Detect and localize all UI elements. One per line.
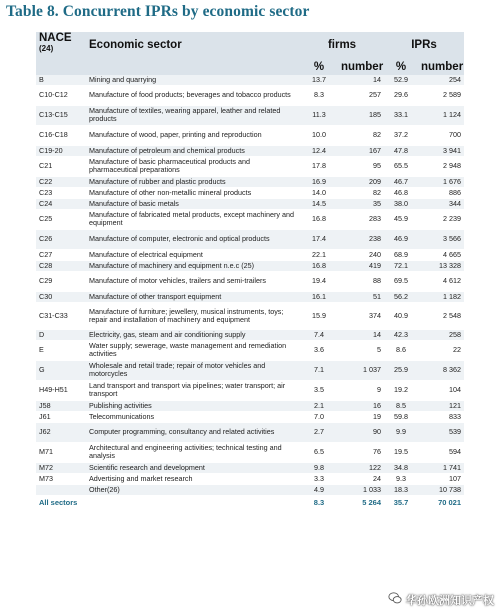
row-firms-number: 16 [338, 400, 384, 411]
row-iprs-pct: 33.1 [384, 105, 418, 125]
row-firms-pct: 3.6 [300, 340, 338, 360]
row-sector: Manufacture of other transport equipment [86, 291, 300, 302]
row-iprs-pct: 9.3 [384, 473, 418, 484]
row-sector: Telecommunications [86, 411, 300, 422]
table-row [36, 462, 464, 473]
row-sector: Scientific research and development [86, 462, 300, 473]
row-code: C22 [36, 176, 86, 187]
row-code: C25 [36, 209, 86, 229]
row-iprs-number: 254 [418, 75, 464, 86]
row-firms-pct: 8.3 [300, 85, 338, 105]
row-iprs-pct: 45.9 [384, 209, 418, 229]
table-row [36, 187, 464, 198]
row-iprs-pct: 8.6 [384, 340, 418, 360]
row-sector: Other(26) [86, 484, 300, 495]
row-sector: Electricity, gas, steam and air conditioning supply [86, 329, 300, 340]
row-sector: Manufacture of electrical equipment [86, 249, 300, 260]
table-row [36, 75, 464, 86]
watermark [388, 591, 494, 608]
table-row [36, 380, 464, 400]
row-firms-number: 82 [338, 187, 384, 198]
table-row [36, 85, 464, 105]
row-iprs-number: 539 [418, 422, 464, 442]
table-row [36, 473, 464, 484]
row-sector: Advertising and market research [86, 473, 300, 484]
row-code [36, 484, 86, 495]
row-code: C10-C12 [36, 85, 86, 105]
row-sector: Manufacture of wood, paper, printing and reproduction [86, 125, 300, 145]
row-iprs-pct: 40.9 [384, 302, 418, 329]
row-sector: Land transport and transport via pipelines; water transport; air transport [86, 380, 300, 400]
row-iprs-number: 22 [418, 340, 464, 360]
row-iprs-number: 833 [418, 411, 464, 422]
row-firms-pct: 9.8 [300, 462, 338, 473]
row-code: C28 [36, 260, 86, 271]
table-row [36, 176, 464, 187]
row-sector: Water supply; sewerage, waste management and remediation activities [86, 340, 300, 360]
row-code: B [36, 75, 86, 86]
row-sector: Manufacture of other non-metallic mineral products [86, 187, 300, 198]
row-iprs-pct: 38.0 [384, 198, 418, 209]
row-iprs-number: 8 362 [418, 360, 464, 380]
header-nace: NACE $^{(24)}$ [36, 32, 86, 59]
table-row [36, 340, 464, 360]
row-firms-pct: 19.4 [300, 271, 338, 291]
row-firms-pct: 7.4 [300, 329, 338, 340]
row-sector: Manufacture of basic metals [86, 198, 300, 209]
row-sector: Manufacture of motor vehicles, trailers and semi-trailers [86, 271, 300, 291]
total-iprs-number: 70 021 [418, 495, 464, 509]
row-code: C16-C18 [36, 125, 86, 145]
table-row [36, 302, 464, 329]
row-firms-number: 51 [338, 291, 384, 302]
row-iprs-pct: 29.6 [384, 85, 418, 105]
row-firms-pct: 16.9 [300, 176, 338, 187]
row-iprs-number: 2 548 [418, 302, 464, 329]
total-firms-pct: 8.3 [300, 495, 338, 509]
table-row [36, 329, 464, 340]
row-firms-pct: 22.1 [300, 249, 338, 260]
header-row-groups [36, 32, 464, 59]
table-row [36, 484, 464, 495]
row-code: J62 [36, 422, 86, 442]
row-iprs-pct: 42.3 [384, 329, 418, 340]
row-firms-pct: 14.0 [300, 187, 338, 198]
row-iprs-pct: 47.8 [384, 145, 418, 156]
row-code: C23 [36, 187, 86, 198]
row-firms-number: 14 [338, 75, 384, 86]
row-firms-number: 185 [338, 105, 384, 125]
table-row [36, 145, 464, 156]
row-iprs-number: 104 [418, 380, 464, 400]
row-code: M71 [36, 442, 86, 462]
row-iprs-pct: 37.2 [384, 125, 418, 145]
table-body [36, 75, 464, 496]
row-iprs-pct: 8.5 [384, 400, 418, 411]
row-firms-number: 9 [338, 380, 384, 400]
row-code: C30 [36, 291, 86, 302]
ipr-sector-table [36, 32, 464, 509]
total-label: All sectors [36, 495, 300, 509]
row-iprs-number: 1 676 [418, 176, 464, 187]
row-firms-number: 1 037 [338, 360, 384, 380]
table-row [36, 291, 464, 302]
row-iprs-pct: 9.9 [384, 422, 418, 442]
row-iprs-pct: 46.8 [384, 187, 418, 198]
row-code: M73 [36, 473, 86, 484]
row-iprs-pct: 19.5 [384, 442, 418, 462]
row-firms-pct: 17.8 [300, 156, 338, 176]
row-firms-number: 240 [338, 249, 384, 260]
row-firms-pct: 4.9 [300, 484, 338, 495]
row-iprs-pct: 52.9 [384, 75, 418, 86]
row-sector: Manufacture of petroleum and chemical products [86, 145, 300, 156]
row-firms-number: 257 [338, 85, 384, 105]
row-iprs-number: 1 741 [418, 462, 464, 473]
row-firms-number: 82 [338, 125, 384, 145]
row-sector: Manufacture of textiles, wearing apparel, leather and related products [86, 105, 300, 125]
row-firms-pct: 16.1 [300, 291, 338, 302]
table-row [36, 249, 464, 260]
row-sector: Manufacture of food products; beverages and tobacco products [86, 85, 300, 105]
row-firms-number: 95 [338, 156, 384, 176]
row-firms-number: 88 [338, 271, 384, 291]
row-code: C13-C15 [36, 105, 86, 125]
header-iprs: IPRs [384, 32, 464, 59]
row-firms-pct: 2.7 [300, 422, 338, 442]
row-code: C19-20 [36, 145, 86, 156]
row-code: D [36, 329, 86, 340]
total-firms-number: 5 264 [338, 495, 384, 509]
table-row [36, 360, 464, 380]
row-iprs-pct: 56.2 [384, 291, 418, 302]
row-firms-pct: 16.8 [300, 209, 338, 229]
header-sector: Economic sector [86, 32, 300, 59]
header-nace-sup: (24) [39, 44, 54, 53]
row-code: C24 [36, 198, 86, 209]
row-iprs-pct: 59.8 [384, 411, 418, 422]
row-firms-pct: 17.4 [300, 229, 338, 249]
row-firms-number: 122 [338, 462, 384, 473]
row-firms-number: 374 [338, 302, 384, 329]
row-sector: Mining and quarrying [86, 75, 300, 86]
total-row [36, 495, 464, 509]
row-sector: Manufacture of machinery and equipment n.e.c (25) [86, 260, 300, 271]
row-firms-pct: 16.8 [300, 260, 338, 271]
row-iprs-number: 1 124 [418, 105, 464, 125]
header-firms-number: number [338, 59, 384, 75]
row-code: C21 [36, 156, 86, 176]
row-sector: Manufacture of computer, electronic and optical products [86, 229, 300, 249]
row-firms-pct: 12.4 [300, 145, 338, 156]
table-row [36, 422, 464, 442]
watermark-text: 华孙欧洲知识产权 [406, 594, 494, 607]
row-code: E [36, 340, 86, 360]
row-code: C27 [36, 249, 86, 260]
row-iprs-pct: 46.9 [384, 229, 418, 249]
header-iprs-pct: % [384, 59, 418, 75]
table-row [36, 156, 464, 176]
row-iprs-number: 2 239 [418, 209, 464, 229]
row-iprs-number: 886 [418, 187, 464, 198]
row-firms-pct: 3.5 [300, 380, 338, 400]
row-firms-number: 24 [338, 473, 384, 484]
row-iprs-pct: 19.2 [384, 380, 418, 400]
row-firms-pct: 11.3 [300, 105, 338, 125]
row-firms-pct: 3.3 [300, 473, 338, 484]
row-iprs-number: 107 [418, 473, 464, 484]
table-row [36, 442, 464, 462]
row-firms-number: 76 [338, 442, 384, 462]
total-iprs-pct: 35.7 [384, 495, 418, 509]
table-title: Table 8. Concurrent IPRs by economic sector [6, 3, 310, 20]
row-firms-number: 14 [338, 329, 384, 340]
row-iprs-pct: 25.9 [384, 360, 418, 380]
row-iprs-number: 4 612 [418, 271, 464, 291]
row-firms-number: 419 [338, 260, 384, 271]
row-iprs-pct: 69.5 [384, 271, 418, 291]
row-iprs-pct: 65.5 [384, 156, 418, 176]
row-firms-pct: 7.0 [300, 411, 338, 422]
row-firms-pct: 15.9 [300, 302, 338, 329]
table-row [36, 198, 464, 209]
table-row [36, 125, 464, 145]
row-firms-number: 238 [338, 229, 384, 249]
table-row [36, 229, 464, 249]
row-code: C31-C33 [36, 302, 86, 329]
header-row-units [36, 59, 464, 75]
row-code: J58 [36, 400, 86, 411]
row-iprs-number: 344 [418, 198, 464, 209]
table-row [36, 411, 464, 422]
row-iprs-number: 258 [418, 329, 464, 340]
table-row [36, 105, 464, 125]
row-iprs-number: 1 182 [418, 291, 464, 302]
row-iprs-number: 700 [418, 125, 464, 145]
row-iprs-number: 3 941 [418, 145, 464, 156]
row-sector: Publishing activities [86, 400, 300, 411]
row-firms-pct: 2.1 [300, 400, 338, 411]
row-firms-pct: 7.1 [300, 360, 338, 380]
table-row [36, 209, 464, 229]
row-iprs-pct: 18.3 [384, 484, 418, 495]
row-iprs-number: 2 589 [418, 85, 464, 105]
row-sector: Manufacture of furniture; jewellery, musical instruments, toys; repair and installation of machinery and equipment [86, 302, 300, 329]
row-sector: Manufacture of fabricated metal products, except machinery and equipment [86, 209, 300, 229]
row-iprs-number: 10 738 [418, 484, 464, 495]
table-row [36, 400, 464, 411]
row-iprs-number: 4 665 [418, 249, 464, 260]
table-row [36, 271, 464, 291]
header-firms-pct: % [300, 59, 338, 75]
row-code: M72 [36, 462, 86, 473]
row-sector: Manufacture of basic pharmaceutical products and pharmaceutical preparations [86, 156, 300, 176]
row-code: C29 [36, 271, 86, 291]
table-row [36, 260, 464, 271]
row-firms-number: 283 [338, 209, 384, 229]
row-iprs-number: 2 948 [418, 156, 464, 176]
row-firms-number: 35 [338, 198, 384, 209]
row-iprs-pct: 68.9 [384, 249, 418, 260]
row-iprs-number: 3 566 [418, 229, 464, 249]
row-firms-pct: 13.7 [300, 75, 338, 86]
row-firms-pct: 14.5 [300, 198, 338, 209]
row-firms-pct: 6.5 [300, 442, 338, 462]
row-sector: Architectural and engineering activities; technical testing and analysis [86, 442, 300, 462]
row-iprs-pct: 72.1 [384, 260, 418, 271]
row-code: G [36, 360, 86, 380]
header-iprs-number: number [418, 59, 464, 75]
row-firms-number: 5 [338, 340, 384, 360]
row-sector: Manufacture of rubber and plastic products [86, 176, 300, 187]
row-code: J61 [36, 411, 86, 422]
row-firms-number: 19 [338, 411, 384, 422]
row-code: H49-H51 [36, 380, 86, 400]
row-iprs-number: 121 [418, 400, 464, 411]
row-iprs-pct: 46.7 [384, 176, 418, 187]
row-iprs-number: 13 328 [418, 260, 464, 271]
row-iprs-pct: 34.8 [384, 462, 418, 473]
row-sector: Wholesale and retail trade; repair of motor vehicles and motorcycles [86, 360, 300, 380]
row-firms-number: 1 033 [338, 484, 384, 495]
row-firms-number: 167 [338, 145, 384, 156]
header-firms: firms [300, 32, 384, 59]
row-iprs-number: 594 [418, 442, 464, 462]
row-firms-number: 209 [338, 176, 384, 187]
row-code: C26 [36, 229, 86, 249]
row-sector: Computer programming, consultancy and related activities [86, 422, 300, 442]
row-firms-pct: 10.0 [300, 125, 338, 145]
wechat-icon [388, 591, 402, 608]
row-firms-number: 90 [338, 422, 384, 442]
